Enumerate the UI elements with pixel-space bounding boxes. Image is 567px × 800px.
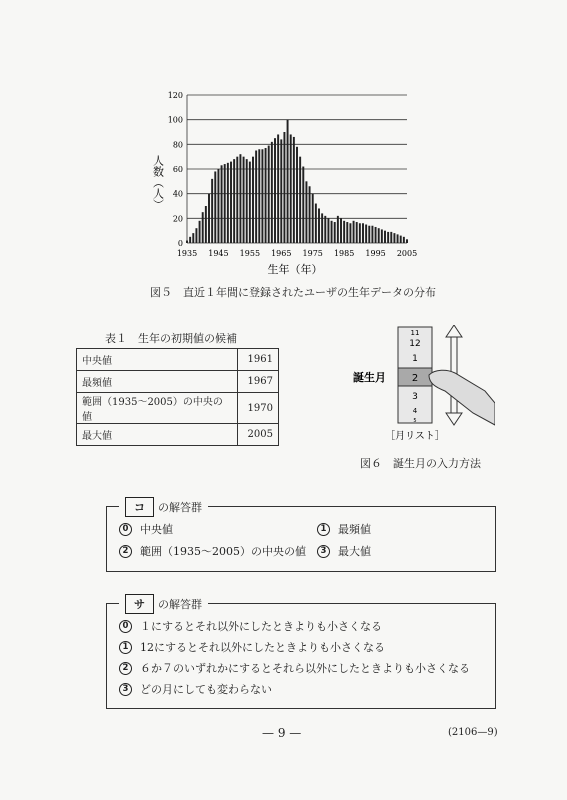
exam-code: (2106—9) <box>448 727 498 738</box>
histogram-bar <box>199 221 201 243</box>
month-picker-figure <box>345 325 495 447</box>
histogram-bar <box>337 216 339 243</box>
histogram-bar <box>221 165 223 243</box>
answer-key-ko: コ <box>125 497 154 517</box>
histogram-bar <box>375 227 377 243</box>
table-row <box>77 371 279 393</box>
x-axis-label: 生年（年） <box>267 263 323 276</box>
histogram-bar <box>331 221 333 243</box>
histogram-bar <box>384 231 386 243</box>
histogram-bar <box>312 194 314 243</box>
histogram-bar <box>390 232 392 243</box>
option-text: 12にするとそれ以外にしたときよりも小さくなる <box>140 641 385 654</box>
selected-month: 2 <box>411 373 419 384</box>
histogram-bar <box>296 147 298 243</box>
histogram-bar <box>315 204 317 243</box>
histogram-bar <box>318 208 320 243</box>
option-text: どの月にしても変わらない <box>140 683 272 696</box>
table-1-caption: 表１ 生年の初期値の候補 <box>105 332 237 345</box>
histogram-bar <box>287 120 289 243</box>
histogram-bar <box>321 213 323 243</box>
histogram-bar <box>192 233 194 243</box>
histogram-bar <box>211 179 213 243</box>
histogram-bar <box>205 206 207 243</box>
histogram-bar <box>353 221 355 243</box>
y-axis-label: 人数（人） <box>151 155 165 210</box>
option-text: 範囲（1935～2005）の中央の値 <box>140 545 306 558</box>
month-item: 12 <box>409 339 421 349</box>
table-row <box>77 393 279 424</box>
histogram-bar <box>302 167 304 243</box>
histogram-bar <box>371 226 373 243</box>
option-number: 1 <box>119 641 132 654</box>
y-tick-label: 80 <box>172 140 183 150</box>
answer-option[interactable] <box>119 543 306 559</box>
table-cell-value: 1961 <box>238 349 279 371</box>
histogram-bar <box>249 162 251 243</box>
histogram-bar <box>381 229 383 243</box>
page-number: — 9 — <box>262 726 302 740</box>
option-text: 最大値 <box>338 545 371 558</box>
option-number: 2 <box>119 662 132 675</box>
answer-choices-sa <box>106 598 496 709</box>
histogram-bar <box>393 233 395 243</box>
option-text: ６か７のいずれかにするとそれら以外にしたときよりも小さくなる <box>140 662 470 675</box>
histogram-bar <box>378 228 380 243</box>
histogram-bar <box>280 139 282 243</box>
histogram-bar <box>208 194 210 243</box>
answer-option[interactable] <box>119 618 382 634</box>
answer-option[interactable] <box>317 543 371 559</box>
histogram-bar <box>324 216 326 243</box>
histogram-bar <box>283 132 285 243</box>
answer-choices-ko-title <box>119 497 208 517</box>
x-tick-label: 1955 <box>239 249 261 258</box>
initial-value-candidates-table <box>76 348 279 446</box>
answer-option[interactable] <box>317 521 371 537</box>
y-tick-label: 40 <box>172 189 183 199</box>
histogram-bar <box>403 237 405 243</box>
histogram-bar <box>217 169 219 243</box>
figure-5-caption: 図５ 直近１年間に登録されたユーザの生年データの分布 <box>150 286 436 299</box>
histogram-bar <box>246 159 248 243</box>
histogram-bar <box>397 234 399 243</box>
histogram-bar <box>356 222 358 243</box>
y-tick-label: 20 <box>172 214 183 224</box>
histogram-bar <box>274 138 276 243</box>
histogram-bar <box>343 221 345 243</box>
x-tick-label: 1965 <box>271 249 292 258</box>
histogram-bar <box>362 223 364 243</box>
x-tick-label: 1995 <box>365 249 386 258</box>
option-text: 最頻値 <box>338 523 371 536</box>
y-tick-label: 60 <box>172 165 183 174</box>
table-row <box>77 349 279 371</box>
histogram-bar <box>258 149 260 243</box>
histogram-bar <box>214 171 216 243</box>
table-cell-value: 2005 <box>238 424 279 446</box>
answer-option[interactable] <box>119 660 470 676</box>
month-item: 1 <box>412 354 418 364</box>
y-tick-label: 0 <box>177 239 183 248</box>
histogram-bar <box>239 154 241 243</box>
option-text: １にするとそれ以外にしたときよりも小さくなる <box>140 620 382 633</box>
histogram-bar <box>186 241 188 243</box>
answer-option[interactable] <box>119 639 385 655</box>
x-tick-label: 1945 <box>208 249 229 258</box>
birth-year-histogram <box>150 80 420 285</box>
histogram-bar <box>277 134 279 243</box>
option-number: 0 <box>119 620 132 633</box>
histogram-bar <box>230 162 232 243</box>
histogram-bar <box>359 223 361 243</box>
month-item: 4 <box>412 407 418 415</box>
histogram-bar <box>268 146 270 243</box>
histogram-bar <box>265 148 267 243</box>
answer-option[interactable] <box>119 681 272 697</box>
option-number: 2 <box>119 545 132 558</box>
table-row <box>77 424 279 446</box>
x-tick-label: 1935 <box>176 249 198 258</box>
answer-key-sa: サ <box>125 594 154 614</box>
x-tick-label: 1975 <box>302 249 323 258</box>
answer-choices-sa-title <box>119 594 208 614</box>
histogram-bar <box>400 236 402 243</box>
option-number: 3 <box>317 545 330 558</box>
histogram-bar <box>368 226 370 243</box>
table-cell-label: 範囲（1935～2005）の中央の値 <box>77 393 238 424</box>
answer-choices-ko <box>106 501 496 572</box>
table-cell-label: 最大値 <box>77 424 238 446</box>
histogram-bar <box>271 142 273 243</box>
x-tick-label: 2005 <box>396 249 418 258</box>
histogram-bar <box>233 159 235 243</box>
option-number: 0 <box>119 523 132 536</box>
table-cell-value: 1967 <box>238 371 279 393</box>
histogram-bar <box>299 157 301 243</box>
y-tick-label: 100 <box>167 115 183 125</box>
option-number: 3 <box>119 683 132 696</box>
histogram-bar <box>255 151 257 244</box>
table-cell-label: 最頻値 <box>77 371 238 393</box>
histogram-bar <box>261 149 263 243</box>
answer-option[interactable] <box>119 521 173 537</box>
histogram-bar <box>252 157 254 243</box>
answer-choices-label: の解答群 <box>158 501 202 514</box>
histogram-bar <box>236 157 238 243</box>
figure-6-caption: 図６ 誕生月の入力方法 <box>360 457 481 470</box>
histogram-bar <box>340 218 342 243</box>
histogram-bar <box>227 163 229 243</box>
x-tick-label: 1985 <box>333 249 355 258</box>
finger-icon <box>429 370 495 425</box>
option-text: 中央値 <box>140 523 173 536</box>
histogram-bar <box>290 134 292 243</box>
month-list-label: ［月リスト］ <box>385 431 445 442</box>
table-cell-value: 1970 <box>238 393 279 424</box>
histogram-bar <box>293 137 295 243</box>
histogram-bar <box>349 223 351 243</box>
histogram-bar <box>346 222 348 243</box>
table-cell-label: 中央値 <box>77 349 238 371</box>
histogram-bar <box>243 157 245 243</box>
histogram-bar <box>202 212 204 243</box>
birth-month-label: 誕生月 <box>353 371 386 384</box>
histogram-bar <box>305 181 307 243</box>
histogram-bar <box>224 164 226 243</box>
month-item: 11 <box>410 329 420 337</box>
answer-choices-label: の解答群 <box>158 598 202 611</box>
month-item: 3 <box>412 392 418 402</box>
option-number: 1 <box>317 523 330 536</box>
histogram-bar <box>309 186 311 243</box>
histogram-bar <box>406 239 408 243</box>
histogram-bar <box>189 237 191 243</box>
histogram-bar <box>334 222 336 243</box>
histogram-bar <box>195 228 197 243</box>
y-tick-label: 120 <box>167 91 183 100</box>
month-item: 5 <box>413 418 417 424</box>
histogram-bar <box>365 225 367 244</box>
histogram-bar <box>387 232 389 243</box>
histogram-bar <box>327 218 329 243</box>
